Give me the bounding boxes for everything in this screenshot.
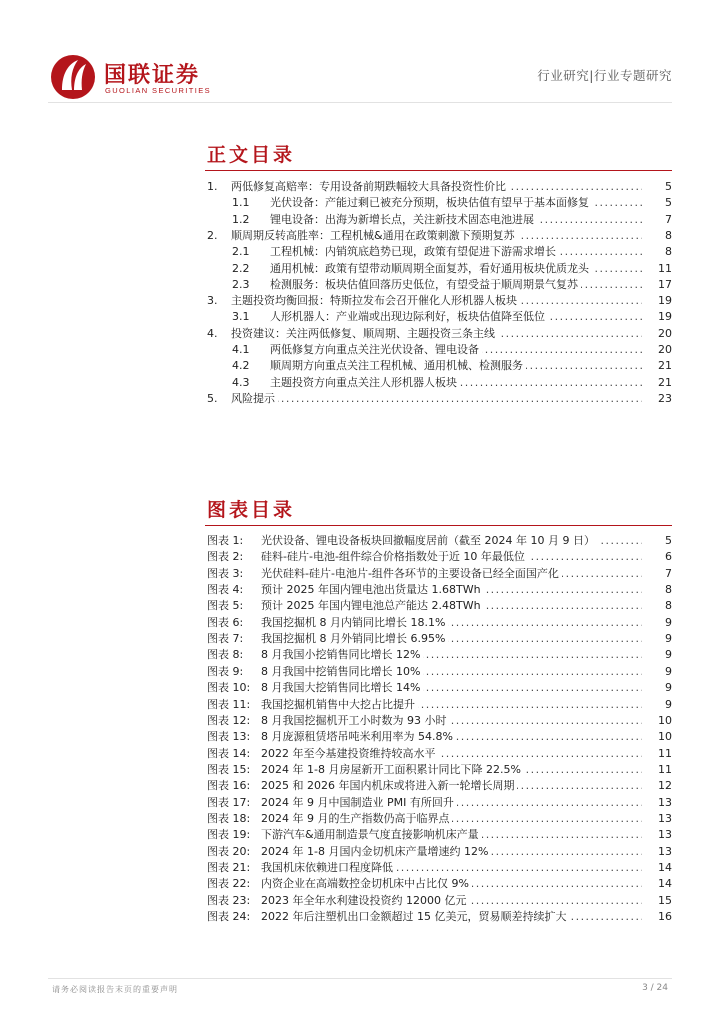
figures-entry-number: 图表 1: — [207, 534, 244, 547]
figures-entry-page: 14 — [658, 877, 672, 891]
figures-entry[interactable] — [0, 713, 672, 728]
figures-entry-title-text: 硅料-硅片-电池-组件综合价格指数处于近 10 年最低位 — [261, 550, 528, 563]
figures-entry[interactable] — [0, 746, 672, 761]
contents-entry[interactable] — [0, 326, 672, 341]
contents-entry-number: 1.1 — [232, 196, 250, 210]
contents-entry-number: 1. — [207, 180, 218, 193]
figures-entry-number: 图表 16: — [207, 779, 251, 793]
figures-entry-title — [261, 713, 642, 728]
figures-entry-title — [261, 729, 642, 744]
figures-entry[interactable] — [0, 811, 672, 826]
figures-entry-page: 12 — [658, 779, 672, 793]
figures-entry-title-text: 我国机床依赖进口程度降低 — [261, 861, 396, 874]
figures-entry-title — [261, 795, 642, 810]
contents-entry-title — [270, 244, 642, 259]
figures-heading-rule — [205, 525, 672, 526]
figures-entry-title-text: 预计 2025 年国内锂电池总产能达 2.48TWh — [261, 599, 484, 612]
figures-entry-title-text: 2024 年 1-8 月房屋新开工面积累计同比下降 22.5% — [261, 763, 524, 776]
figures-entry-number: 图表 21: — [207, 861, 251, 874]
figures-entry-page: 15 — [658, 893, 672, 907]
figures-entry-title — [261, 680, 642, 695]
footer-divider — [48, 978, 672, 979]
contents-entry-title-text: 顺周期方向重点关注工程机械、通用机械、检测服务 — [270, 359, 526, 372]
contents-entry-number: 4.1 — [232, 343, 250, 356]
figures-entry-title-text: 内资企业在高端数控金切机床中占比仅 9% — [261, 877, 472, 890]
figures-entry-number: 图表 18: — [207, 811, 251, 825]
figures-entry[interactable] — [0, 762, 672, 777]
figures-entry[interactable] — [0, 647, 672, 662]
figures-entry-number: 图表 17: — [207, 795, 251, 809]
figures-entry-number: 图表 14: — [207, 746, 251, 760]
contents-entry-number: 3.1 — [232, 310, 250, 324]
contents-entry-title — [231, 179, 642, 194]
figures-heading: 图表目录 — [207, 499, 296, 521]
figures-entry[interactable] — [0, 566, 672, 581]
figures-entry-title — [261, 876, 642, 891]
contents-entry-title-text: 光伏设备：产能过剩已被充分预期，板块估值有望早于基本面修复 — [270, 196, 592, 209]
contents-entry-title-text: 锂电设备：出海为新增长点，关注新技术固态电池进展 — [270, 213, 537, 226]
figures-entry-page: 14 — [658, 861, 672, 874]
contents-entry-number: 2.2 — [232, 261, 250, 275]
figures-entry-title — [261, 893, 642, 908]
contents-entry-title-text: 顺周期反转高胜率：工程机械&通用在政策刺激下预期复苏 — [231, 229, 518, 242]
contents-entry[interactable] — [0, 309, 672, 324]
figures-entry-page: 13 — [658, 844, 672, 858]
footer-disclaimer: 请务必阅读报告末页的重要声明 — [52, 985, 178, 994]
page-number: 3 / 24 — [642, 983, 668, 993]
contents-heading: 正文目录 — [207, 144, 296, 166]
figures-entry-number: 图表 4: — [207, 583, 244, 597]
contents-entry-number: 2.3 — [232, 277, 250, 291]
figures-entry-number: 图表 8: — [207, 648, 244, 662]
contents-entry-title-text: 工程机械：内销筑底趋势已现，政策有望促进下游需求增长 — [270, 245, 559, 258]
contents-entry-title — [270, 342, 642, 357]
contents-entry-title-text: 投资建议：关注两低修复、顺周期、主题投资三条主线 — [231, 327, 498, 340]
contents-entry[interactable] — [0, 375, 672, 390]
figures-entry[interactable] — [0, 860, 672, 875]
figures-entry-number: 图表 10: — [207, 681, 251, 695]
contents-entry-page: 20 — [658, 326, 672, 340]
contents-entry[interactable] — [0, 195, 672, 210]
figures-entry-page: 11 — [658, 746, 672, 760]
contents-entry-page: 11 — [658, 261, 672, 275]
contents-entry-page: 20 — [658, 343, 672, 356]
contents-entry-title-text: 人形机器人：产业端或出现边际利好，板块估值降至低位 — [270, 310, 548, 323]
figures-entry-page: 9 — [665, 648, 672, 662]
contents-entry[interactable] — [0, 391, 672, 406]
figures-entry-number: 图表 19: — [207, 828, 251, 842]
contents-entry-number: 1.2 — [232, 212, 250, 226]
figures-entry-title — [261, 746, 642, 761]
contents-entry[interactable] — [0, 342, 672, 357]
figures-entry-title-text: 下游汽车&通用制造景气度直接影响机床产量 — [261, 828, 482, 841]
figures-entry-title — [261, 664, 642, 679]
contents-entry-title — [270, 261, 642, 276]
figures-entry-page: 13 — [658, 811, 672, 825]
figures-entry-page: 6 — [665, 550, 672, 564]
contents-entry-title-text: 通用机械：政策有望带动顺周期全面复苏，看好通用板块优质龙头 — [270, 262, 592, 275]
figures-entry[interactable] — [0, 827, 672, 842]
figures-entry-title — [261, 615, 642, 630]
figures-entry-title-text: 8 月我国大挖销售同比增长 14% — [261, 681, 423, 694]
figures-entry-title-text: 预计 2025 年国内锂电池出货量达 1.68TWh — [261, 583, 484, 596]
contents-entry-title — [270, 358, 642, 373]
figures-entry-number: 图表 23: — [207, 893, 251, 907]
contents-entry-page: 8 — [665, 245, 672, 259]
figures-entry-title-text: 2023 年全年水利建设投资约 12000 亿元 — [261, 894, 469, 907]
figures-entry-title — [261, 844, 642, 859]
figures-entry-title-text: 8 月我国小挖销售同比增长 12% — [261, 648, 423, 661]
contents-entry-title — [270, 375, 642, 390]
contents-entry-title-text: 主题投资均衡回报：特斯拉发布会召开催化人形机器人板块 — [231, 294, 520, 307]
figures-entry[interactable] — [0, 795, 672, 810]
contents-entry-number: 3. — [207, 294, 218, 308]
figures-entry-page: 13 — [658, 795, 672, 809]
figures-entry[interactable] — [0, 631, 672, 646]
figures-entry-title-text: 8 月庞源租赁塔吊吨米利用率为 54.8% — [261, 730, 456, 743]
guolian-logo-mark-icon — [48, 52, 98, 102]
figures-entry-number: 图表 24: — [207, 910, 251, 924]
figures-entry-title-text: 2024 年 9 月的生产指数仍高于临界点 — [261, 812, 452, 825]
figures-entry[interactable] — [0, 533, 672, 548]
contents-entry-number: 4.3 — [232, 375, 250, 389]
contents-entry[interactable] — [0, 358, 672, 373]
figures-entry-title — [261, 598, 642, 613]
logo-text-cn: 国联证券 — [104, 63, 201, 88]
figures-entry-number: 图表 9: — [207, 664, 244, 678]
contents-entry-page: 21 — [658, 359, 672, 373]
contents-entry-title-text: 两低修复方向重点关注光伏设备、锂电设备 — [270, 343, 482, 356]
contents-entry-number: 2.1 — [232, 245, 250, 259]
figures-entry-number: 图表 20: — [207, 844, 251, 858]
figures-entry-number: 图表 22: — [207, 877, 251, 891]
header-divider — [48, 102, 672, 103]
figures-entry-page: 9 — [665, 664, 672, 678]
contents-entry-title — [231, 228, 642, 243]
figures-entry-title — [261, 811, 642, 826]
figures-entry[interactable] — [0, 582, 672, 597]
figures-entry[interactable] — [0, 909, 672, 924]
figures-entry-page: 7 — [665, 566, 672, 580]
contents-entry-title — [231, 391, 642, 406]
contents-heading-rule — [205, 170, 672, 171]
figures-entry-page: 9 — [665, 632, 672, 646]
figures-entry-title-text: 2024 年 1-8 月国内金切机床产量增速约 12% — [261, 845, 491, 858]
contents-entry-number: 2. — [207, 228, 218, 242]
contents-entry-title-text: 主题投资方向重点关注人形机器人板块 — [270, 376, 460, 389]
figures-entry-title — [261, 582, 642, 597]
figures-entry[interactable] — [0, 876, 672, 891]
contents-entry-title — [231, 326, 642, 341]
report-category: 行业研究|行业专题研究 — [537, 68, 672, 83]
contents-entry[interactable] — [0, 212, 672, 227]
figures-entry-page: 5 — [665, 534, 672, 547]
contents-entry-page: 21 — [658, 375, 672, 389]
contents-entry-title — [231, 293, 642, 308]
figures-entry[interactable] — [0, 549, 672, 564]
figures-entry-title — [261, 533, 642, 548]
figures-entry-page: 8 — [665, 599, 672, 613]
figures-entry-page: 10 — [658, 730, 672, 744]
figures-entry-number: 图表 6: — [207, 615, 244, 629]
figures-entry-title — [261, 697, 642, 712]
contents-entry[interactable] — [0, 228, 672, 243]
figures-entry-title — [261, 827, 642, 842]
figures-entry-title — [261, 566, 642, 581]
guolian-logo — [48, 52, 248, 102]
contents-entry-page: 19 — [658, 310, 672, 324]
contents-entry-page: 19 — [658, 294, 672, 308]
figures-entry-number: 图表 2: — [207, 550, 244, 564]
figures-entry[interactable] — [0, 697, 672, 712]
figures-entry[interactable] — [0, 778, 672, 793]
contents-entry-title — [270, 195, 642, 210]
contents-entry-page: 5 — [665, 196, 672, 210]
figures-entry-number: 图表 15: — [207, 762, 251, 776]
figures-entry-number: 图表 13: — [207, 730, 251, 744]
figures-entry-page: 9 — [665, 681, 672, 695]
figures-entry-number: 图表 7: — [207, 632, 244, 646]
figures-entry[interactable] — [0, 680, 672, 695]
figures-entry[interactable] — [0, 664, 672, 679]
contents-entry[interactable] — [0, 277, 672, 292]
figures-entry-title-text: 2022 年后注塑机出口金额超过 15 亿美元，贸易顺差持续扩大 — [261, 910, 569, 923]
figures-entry-title — [261, 647, 642, 662]
contents-entry[interactable] — [0, 293, 672, 308]
figures-entry-title — [261, 631, 642, 646]
figures-entry-title — [261, 778, 642, 793]
figures-entry-title — [261, 860, 642, 875]
figures-entry-page: 13 — [658, 828, 672, 842]
figures-entry-title — [261, 762, 642, 777]
figures-entry-title-text: 8 月我国中挖销售同比增长 10% — [261, 665, 423, 678]
contents-entry-page: 7 — [665, 212, 672, 226]
contents-entry[interactable] — [0, 261, 672, 276]
figures-entry-page: 8 — [665, 583, 672, 597]
contents-entry-title — [270, 212, 642, 227]
figures-entry-number: 图表 11: — [207, 697, 251, 711]
figures-entry-page: 9 — [665, 615, 672, 629]
figures-entry-title-text: 2024 年 9 月中国制造业 PMI 有所回升 — [261, 796, 457, 809]
figures-entry-title — [261, 549, 642, 564]
contents-entry-page: 5 — [665, 180, 672, 193]
contents-entry-page: 23 — [658, 391, 672, 405]
figures-entry-title-text: 8 月我国挖掘机开工小时数为 93 小时 — [261, 714, 449, 727]
figures-entry-title-text: 我国挖掘机销售中大挖占比提升 — [261, 698, 418, 711]
logo-text-en: GUOLIAN SECURITIES — [105, 86, 212, 95]
figures-entry[interactable] — [0, 729, 672, 744]
figures-entry-page: 16 — [658, 910, 672, 924]
figures-entry-title-text: 光伏硅料-硅片-电池片-组件各环节的主要设备已经全面国产化 — [261, 567, 562, 580]
contents-entry[interactable] — [0, 179, 672, 194]
contents-entry-page: 8 — [665, 228, 672, 242]
figures-entry[interactable] — [0, 844, 672, 859]
figures-entry[interactable] — [0, 893, 672, 908]
figures-entry-title-text: 光伏设备、锂电设备板块回撤幅度居前（截至 2024 年 10 月 9 日） — [261, 534, 598, 547]
contents-entry-title — [270, 277, 642, 292]
figures-entry-page: 11 — [658, 762, 672, 776]
contents-entry-number: 4. — [207, 326, 218, 340]
figures-entry-title — [261, 909, 642, 924]
figures-entry-title-text: 我国挖掘机 8 月外销同比增长 6.95% — [261, 632, 448, 645]
contents-entry-title — [270, 309, 642, 324]
figures-entry-number: 图表 5: — [207, 599, 244, 613]
contents-entry-title-text: 风险提示 — [231, 392, 278, 405]
figures-entry-title-text: 2022 年至今基建投资维持较高水平 — [261, 747, 439, 760]
contents-entry-title-text: 两低修复高赔率：专用设备前期跌幅较大具备投资性价比 — [231, 180, 509, 193]
figures-entry[interactable] — [0, 598, 672, 613]
figures-entry-title-text: 2025 和 2026 年国内机床或将进入新一轮增长周期 — [261, 779, 517, 792]
figures-entry[interactable] — [0, 615, 672, 630]
figures-entry-number: 图表 3: — [207, 566, 244, 580]
contents-entry-number: 4.2 — [232, 359, 250, 373]
figures-entry-number: 图表 12: — [207, 713, 251, 727]
figures-entry-title-text: 我国挖掘机 8 月内销同比增长 18.1% — [261, 616, 448, 629]
contents-entry-number: 5. — [207, 391, 218, 405]
figures-entry-page: 10 — [658, 713, 672, 727]
figures-entry-page: 9 — [665, 697, 672, 711]
contents-entry[interactable] — [0, 244, 672, 259]
contents-entry-title-text: 检测服务：板块估值回落历史低位，有望受益于顺周期景气复苏 — [270, 278, 581, 291]
contents-entry-page: 17 — [658, 277, 672, 291]
